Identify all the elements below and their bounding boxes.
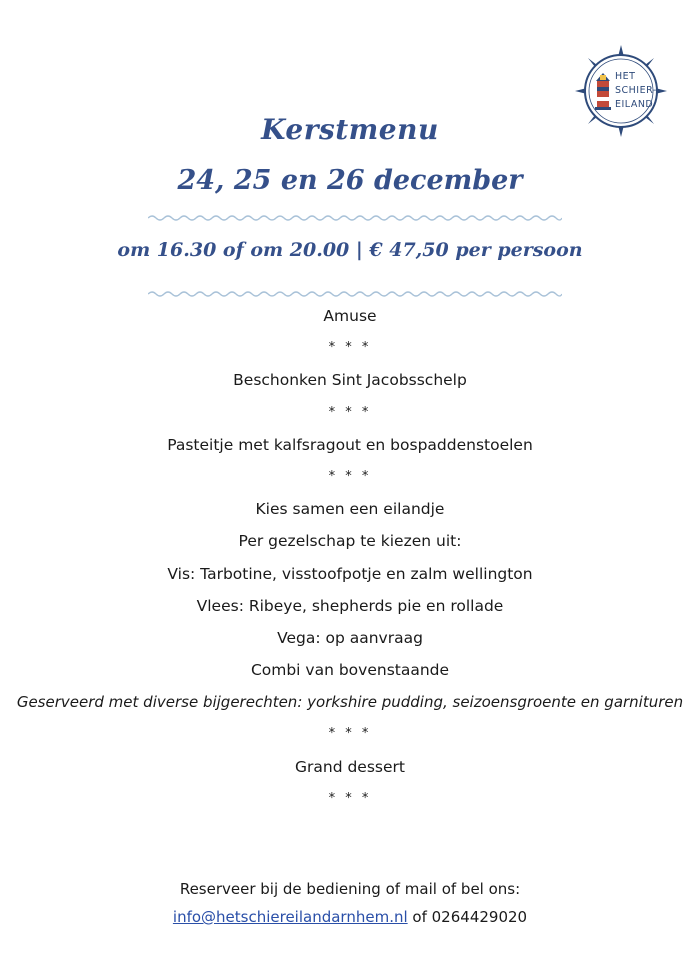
course-separator: * * * <box>328 468 372 484</box>
logo-text-het: HET <box>615 71 636 82</box>
menu-item-side-dishes: Geserveerd met diverse bijgerechten: yorkshire pudding, seizoensgroente en garnituren <box>16 693 684 712</box>
logo-text-schier: SCHIER- <box>615 85 657 96</box>
course-separator: * * * <box>328 726 372 742</box>
menu-item-starter: Beschonken Sint Jacobsschelp <box>233 371 467 390</box>
menu-item-main-choose: Per gezelschap te kiezen uit: <box>238 532 462 551</box>
dates-heading: 24, 25 en 26 december <box>177 165 523 196</box>
phone-number: 0264429020 <box>431 908 528 926</box>
times-and-price: om 16.30 of om 20.00 | € 47,50 per persoon <box>117 239 583 261</box>
course-separator: * * * <box>328 790 372 806</box>
logo-text-eiland: EILAND <box>615 99 654 110</box>
menu-item-amuse: Amuse <box>323 307 377 325</box>
course-separator: * * * <box>328 340 372 356</box>
menu-item-dessert: Grand dessert <box>295 757 405 776</box>
menu-item-vega: Vega: op aanvraag <box>277 628 423 647</box>
menu-item-fish: Vis: Tarbotine, visstoofpotje en zalm wellington <box>167 564 533 583</box>
menu-item-combi: Combi van bovenstaande <box>250 661 450 680</box>
wave-divider <box>148 289 562 299</box>
course-separator: * * * <box>328 404 372 420</box>
menu-item-meat: Vlees: Ribeye, shepherds pie en rollade <box>196 596 504 615</box>
contact-line <box>0 908 700 926</box>
contact-connector: of <box>407 908 432 926</box>
wave-divider <box>148 213 562 223</box>
menu-list <box>0 300 700 815</box>
reservation-text: Reserveer bij de bediening of mail of bel ons: <box>179 880 521 898</box>
email-link[interactable]: info@hetschiereilandarnhem.nl <box>172 908 408 926</box>
menu-item-main-intro: Kies samen een eilandje <box>255 500 445 519</box>
menu-item-intermediate: Pasteitje met kalfsragout en bospaddenstoelen <box>167 435 533 454</box>
page-title: Kerstmenu <box>261 113 439 146</box>
